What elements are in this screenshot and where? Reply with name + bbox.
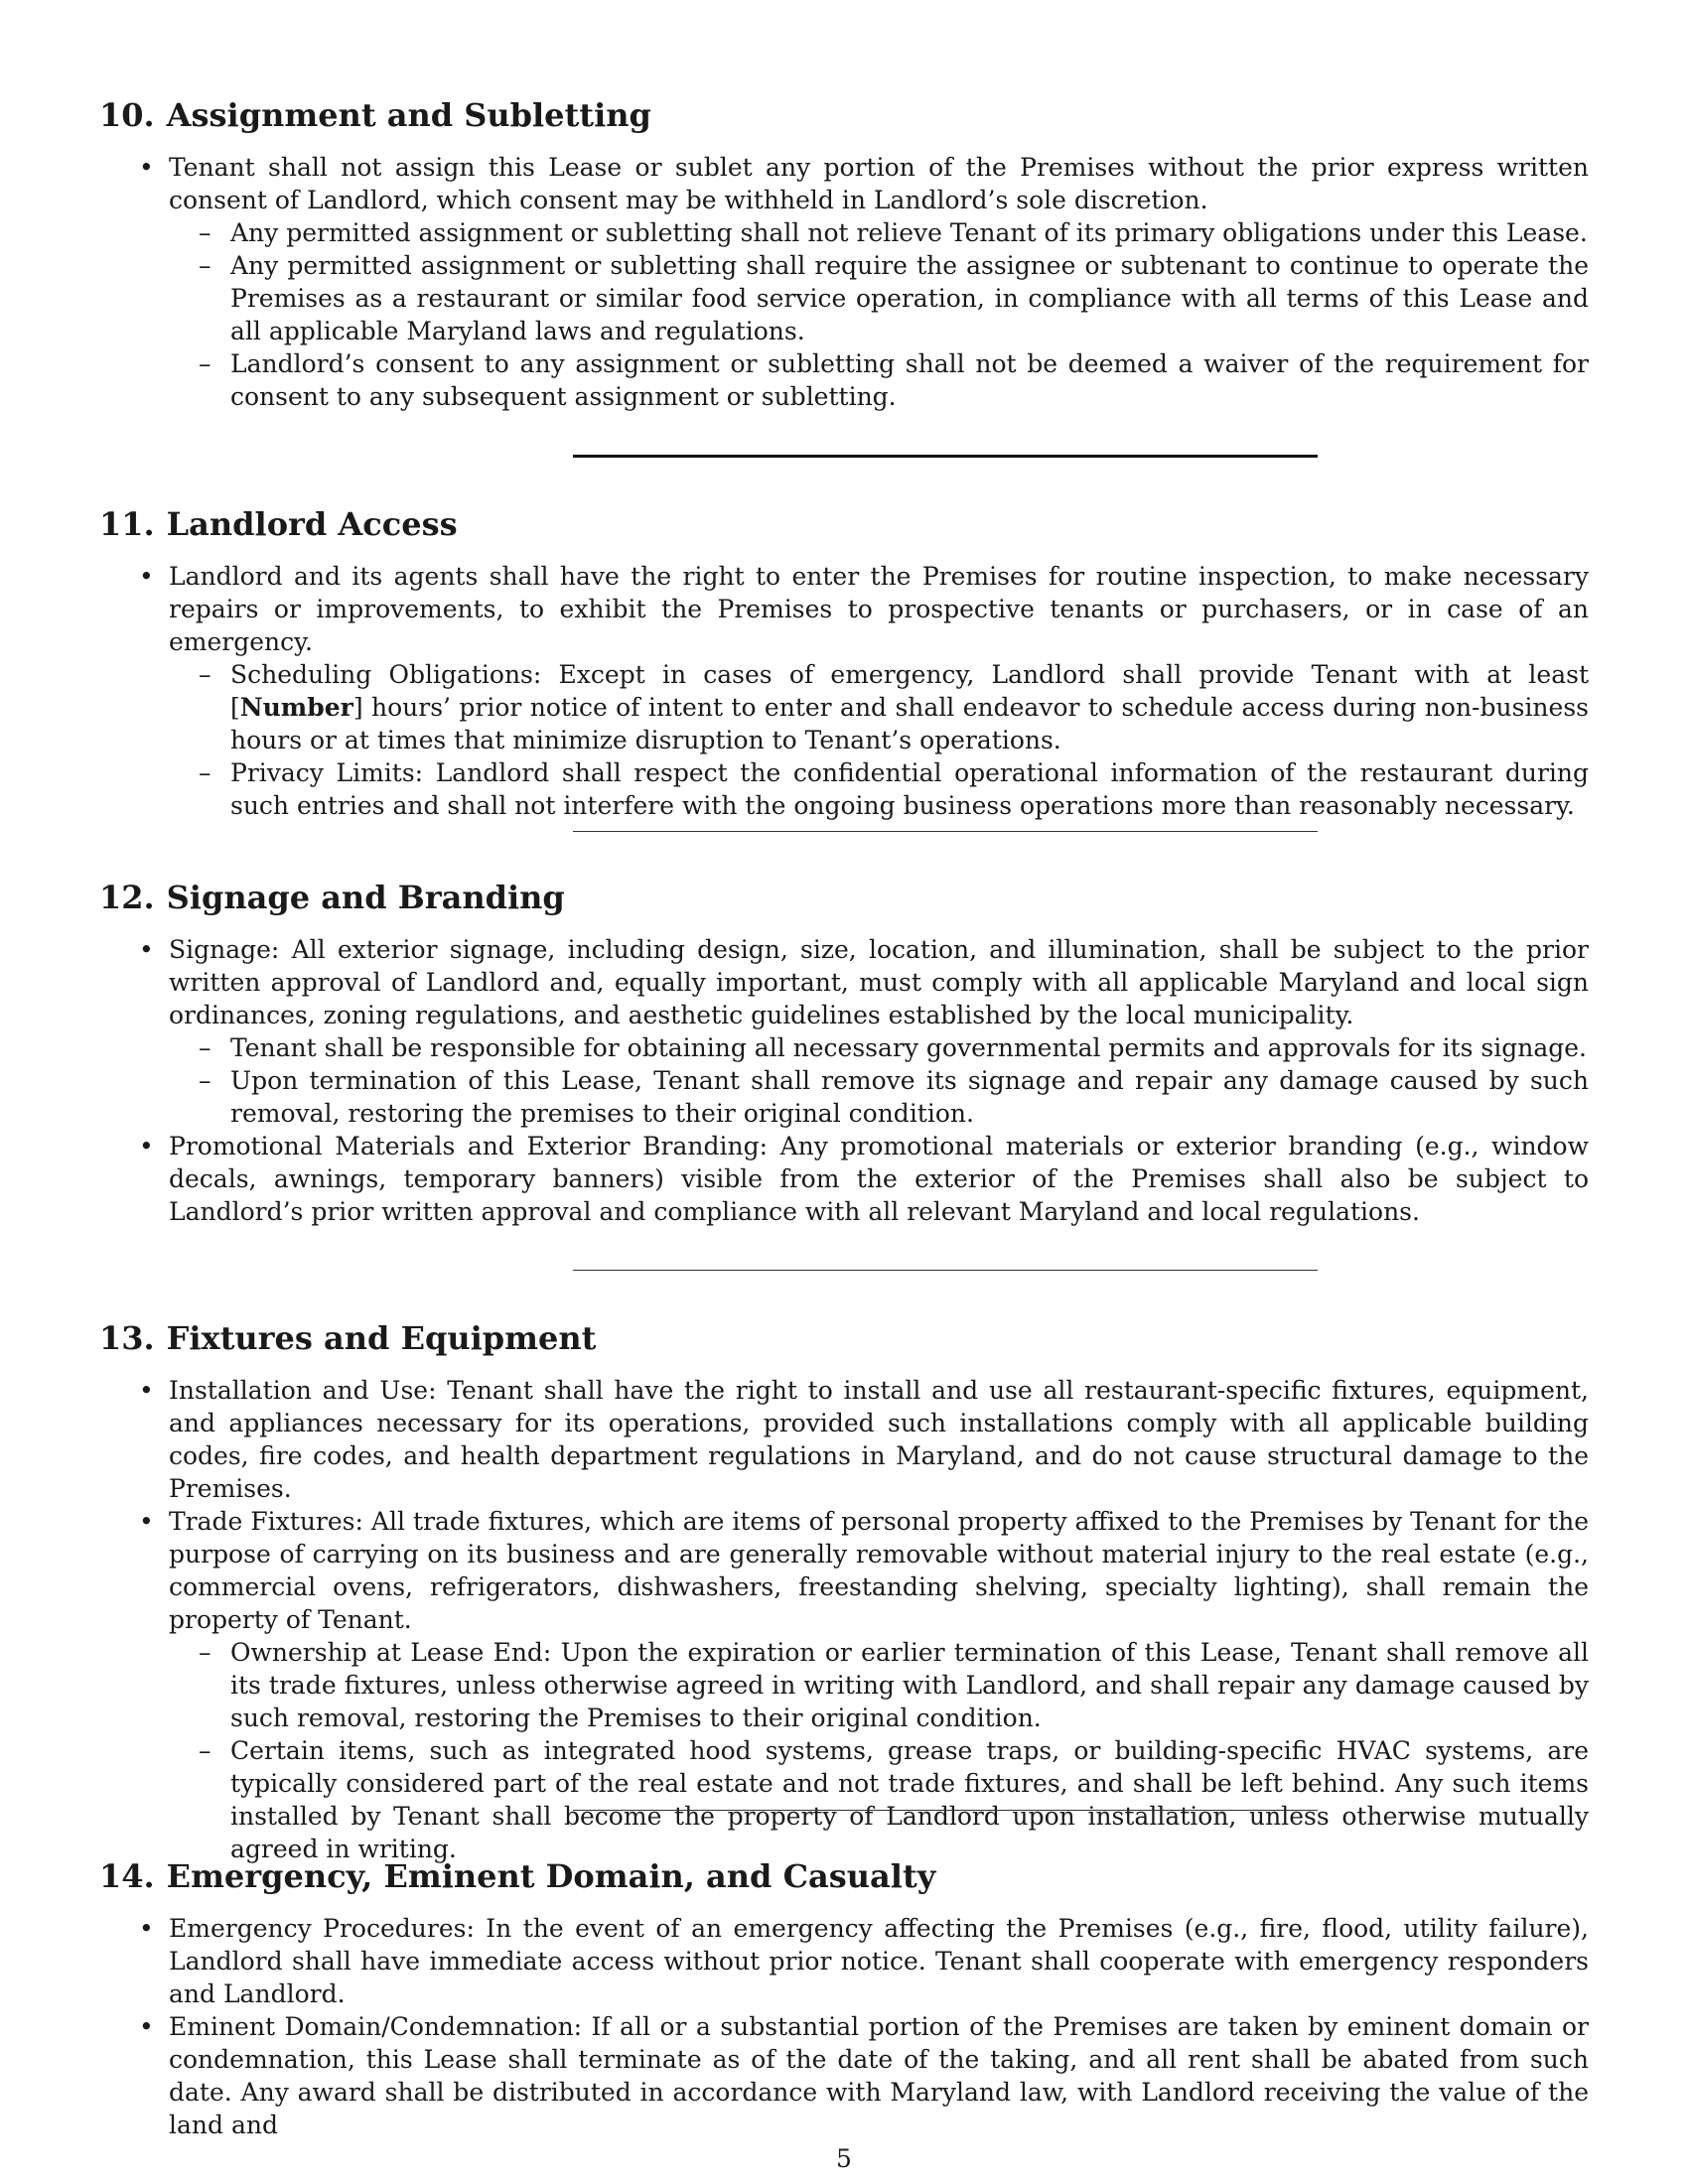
list-item: • Emergency Procedures: In the event of an emergency affecting the Premises (e.g., fire, flood, utility failure), Landlord shall have immediate access without prior notice. Tenant shall cooperate with emergency responders and Landlord. — [99, 1912, 1589, 2010]
section-fixtures-equipment — [99, 1318, 1589, 1865]
section-heading: 10. Assignment and Subletting — [99, 96, 651, 134]
section-divider — [573, 1810, 1318, 1811]
sub-list-item: – Certain items, such as integrated hood systems, grease traps, or building-specific HVAC systems, are typically considered part of the real estate and not trade fixtures, and shall be left behind. Any such items installed by Tenant shall become the property of Landlord upon installation, unless otherwise mutually agreed in writing. — [99, 1734, 1589, 1865]
sub-list-item-scheduling: – Scheduling Obligations: Except in cases of emergency, Landlord shall provide Tenant with at least [Number] hours’ prior notice of intent to enter and shall endeavor to schedule access during non-business hours or at times that minimize disruption to Tenant’s operations. — [99, 658, 1589, 756]
bullet-list — [99, 1374, 1589, 1865]
section-heading: 13. Fixtures and Equipment — [99, 1319, 597, 1357]
sub-list — [169, 658, 1589, 822]
section-divider — [573, 1270, 1318, 1271]
sub-list-item: – Privacy Limits: Landlord shall respect the confidential operational information of the restaurant during such entries and shall not interfere with the ongoing business operations more than reasonably necessary. — [99, 756, 1589, 822]
sub-list — [169, 1636, 1589, 1865]
list-item: • Eminent Domain/Condemnation: If all or a substantial portion of the Premises are taken by eminent domain or condemnation, this Lease shall terminate as of the date of the taking, and all rent shall be abated from such date. Any award shall be distributed in accordance with Maryland law, with Landlord receiving the value of the land and — [99, 2010, 1589, 2141]
section-divider — [573, 455, 1318, 458]
sub-list — [169, 1031, 1589, 1130]
section-divider — [573, 831, 1318, 832]
sub-list-item: – Any permitted assignment or subletting shall require the assignee or subtenant to continue to operate the Premises as a restaurant or similar food service operation, in compliance with all terms of this Lease and all applicable Maryland laws and regulations. — [99, 249, 1589, 347]
list-item: • Installation and Use: Tenant shall have the right to install and use all restaurant-specific fixtures, equipment, and appliances necessary for its operations, provided such installations comply with all applicable building codes, fire codes, and health department regulations in Maryland, and do not cause structural damage to the Premises. — [99, 1374, 1589, 1505]
sub-list — [169, 216, 1589, 413]
sub-list-item: – Any permitted assignment or subletting shall not relieve Tenant of its primary obligations under this Lease. — [99, 216, 1589, 249]
list-item: • Landlord and its agents shall have the right to enter the Premises for routine inspection, to make necessary repairs or improvements, to exhibit the Premises to prospective tenants or purchasers, or in case of an emergency. – Scheduling Obligations: Except in cases of emergency, Landlord shall provide Tenant with at least [Number] hours’ prior notice of intent to enter and shall endeavor to schedule access during non-business hours or at times that minimize disruption to Tenant’s operations. – Privacy Limits: Landlord shall respect the confidential operational information of the restaurant during such entries and shall not interfere with the ongoing business operations more than reasonably necessary. — [99, 560, 1589, 822]
bullet-list — [99, 560, 1589, 822]
sub-list-item: – Landlord’s consent to any assignment or subletting shall not be deemed a waiver of the requirement for consent to any subsequent assignment or subletting. — [99, 347, 1589, 413]
section-heading: 12. Signage and Branding — [99, 879, 565, 916]
sub-list-item: – Ownership at Lease End: Upon the expiration or earlier termination of this Lease, Tenant shall remove all its trade fixtures, unless otherwise agreed in writing with Landlord, and shall repair any damage caused by such removal, restoring the Premises to their original condition. — [99, 1636, 1589, 1734]
list-item: • Trade Fixtures: All trade fixtures, which are items of personal property affixed to the Premises by Tenant for the purpose of carrying on its business and are generally removable without material injury to the real estate (e.g., commercial ovens, refrigerators, dishwashers, freestanding shelving, specialty lighting), shall remain the property of Tenant. – Ownership at Lease End: Upon the expiration or earlier termination of this Lease, Tenant shall remove all its trade fixtures, unless otherwise agreed in writing with Landlord, and shall repair any damage caused by such removal, restoring the Premises to their original condition. – Certain items, such as integrated hood systems, grease traps, or building-specific HVAC systems, are typically considered part of the real estate and not trade fixtures, and shall be left behind. Any such items installed by Tenant shall become the property of Landlord upon installation, unless otherwise mutually agreed in writing. — [99, 1505, 1589, 1865]
section-heading: 11. Landlord Access — [99, 505, 458, 543]
list-item: • Signage: All exterior signage, including design, size, location, and illumination, shall be subject to the prior written approval of Landlord and, equally important, must comply with all applicable Maryland and local sign ordinances, zoning regulations, and aesthetic guidelines established by the local municipality. – Tenant shall be responsible for obtaining all necessary governmental permits and approvals for its signage. – Upon termination of this Lease, Tenant shall remove its signage and repair any damage caused by such removal, restoring the premises to their original condition. — [99, 933, 1589, 1130]
section-emergency-eminent-domain — [99, 1856, 1589, 2141]
bullet-list — [99, 1912, 1589, 2141]
placeholder-number: Number — [239, 693, 353, 722]
bullet-list — [99, 933, 1589, 1228]
section-signage-branding — [99, 878, 1589, 1228]
section-landlord-access — [99, 504, 1589, 822]
section-heading: 14. Emergency, Eminent Domain, and Casualty — [99, 1857, 936, 1895]
sub-list-item: – Upon termination of this Lease, Tenant shall remove its signage and repair any damage caused by such removal, restoring the premises to their original condition. — [99, 1064, 1589, 1130]
sub-list-item: – Tenant shall be responsible for obtaining all necessary governmental permits and approvals for its signage. — [99, 1031, 1589, 1064]
list-item: • Tenant shall not assign this Lease or sublet any portion of the Premises without the prior express written consent of Landlord, which consent may be withheld in Landlord’s sole discretion. – Any permitted assignment or subletting shall not relieve Tenant of its primary obligations under this Lease. – Any permitted assignment or subletting shall require the assignee or subtenant to continue to operate the Premises as a restaurant or similar food service operation, in compliance with all terms of this Lease and all applicable Maryland laws and regulations. – Landlord’s consent to any assignment or subletting shall not be deemed a waiver of the requirement for consent to any subsequent assignment or subletting. — [99, 151, 1589, 413]
list-item: • Promotional Materials and Exterior Branding: Any promotional materials or exterior branding (e.g., window decals, awnings, temporary banners) visible from the exterior of the Premises shall also be subject to Landlord’s prior written approval and compliance with all relevant Maryland and local regulations. — [99, 1130, 1589, 1228]
section-assignment-subletting — [99, 95, 1589, 413]
bullet-list — [99, 151, 1589, 413]
page-number: 5 — [836, 2144, 852, 2173]
